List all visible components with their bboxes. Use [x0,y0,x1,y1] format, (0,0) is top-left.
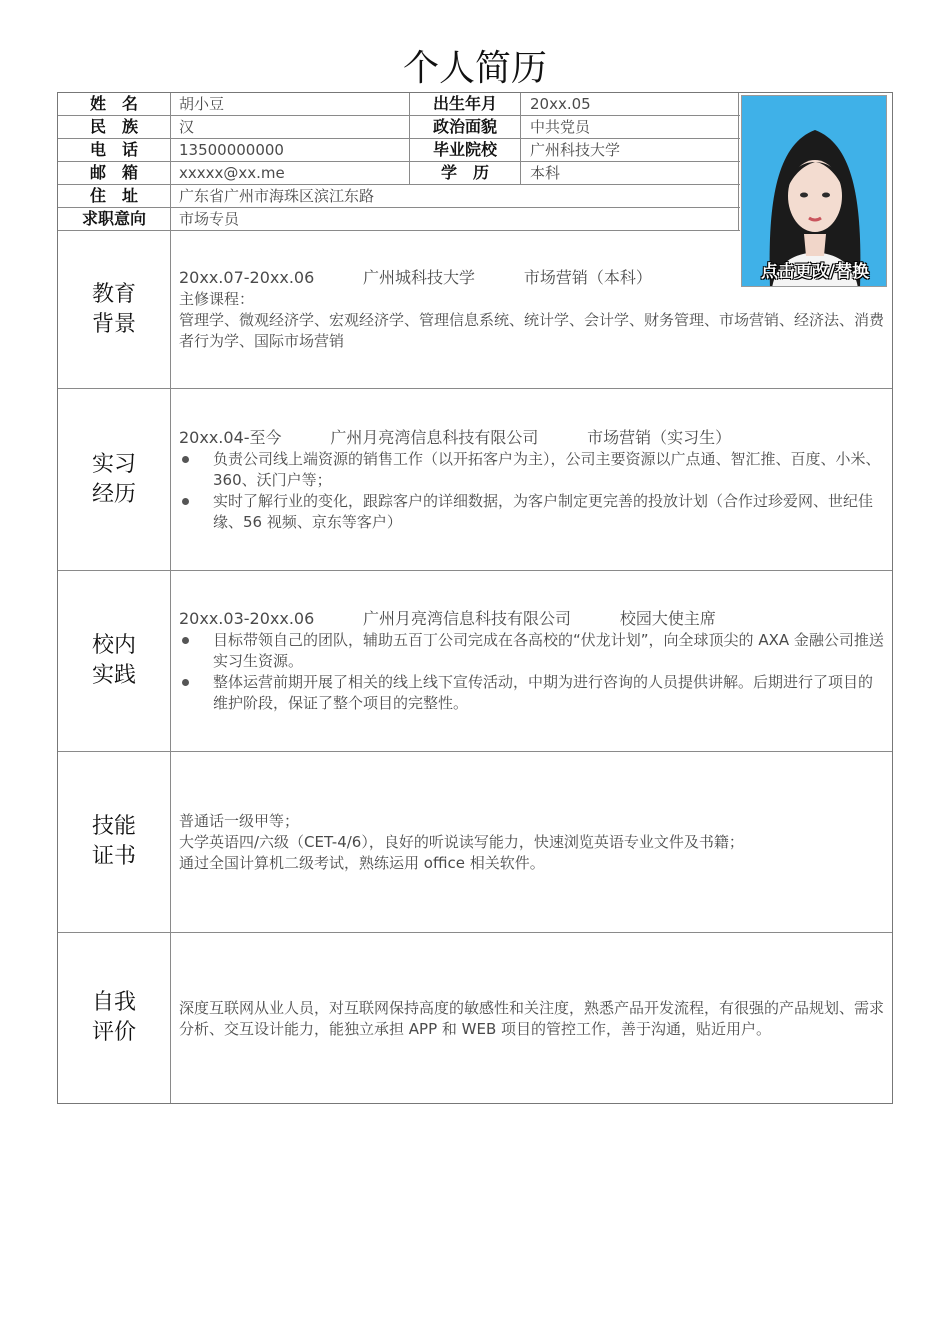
education-label-line1: 教育 [91,282,136,307]
ethnicity-label: 民 族 [89,117,138,136]
self-eval-content [179,998,885,1040]
campus-header [179,608,885,630]
internship-period: 20xx.04-至今 [179,428,282,447]
name-value: 胡小豆 [179,95,225,113]
campus-role: 校园大使主席 [619,609,716,628]
political-label: 政治面貌 [432,117,497,136]
column-divider [520,93,521,185]
self-eval-label-line1: 自我 [91,990,136,1015]
column-divider [170,93,171,1103]
internship-label-line2: 经历 [91,482,136,507]
column-divider [738,93,739,230]
degree-label: 学 历 [440,163,489,182]
intent-label: 求职意向 [81,209,146,228]
email-value: xxxxx@xx.me [179,164,285,182]
photo-caption[interactable]: 点击更改/替换 [760,262,870,282]
skills-label [58,812,170,872]
internship-role: 市场营销（实习生） [587,428,732,447]
section-divider [58,388,892,389]
campus-period: 20xx.03-20xx.06 [179,609,315,628]
campus-label-line1: 校内 [91,633,136,658]
phone-label: 电 话 [89,140,138,159]
education-content [179,267,885,352]
education-period: 20xx.07-20xx.06 [179,268,315,287]
skill-line: 大学英语四/六级（CET-4/6），良好的听说读写能力，快速浏览英语专业文件及书籍； [179,833,744,851]
degree-value: 本科 [530,164,561,182]
skills-label-line1: 技能 [91,814,136,839]
internship-header [179,427,885,449]
email-label: 邮 箱 [89,163,138,182]
row-divider [58,230,740,231]
internship-label-line1: 实习 [91,452,136,477]
education-header [179,267,885,289]
campus-label [58,631,170,691]
self-eval-text: 深度互联网从业人员，对互联网保持高度的敏感性和关注度，熟悉产品开发流程，有很强的产品规划、需求分析、交互设计能力，能独立承担 APP 和 WEB 项目的管控工作，善于沟通，贴近用户。 [179,999,885,1038]
address-label: 住 址 [89,186,138,205]
internship-content [179,427,885,533]
section-divider [58,751,892,752]
self-eval-label-line2: 评价 [91,1020,136,1045]
birth-value: 20xx.05 [530,95,591,113]
section-divider [58,932,892,933]
campus-label-line2: 实践 [91,663,136,688]
intent-value: 市场专员 [179,210,240,228]
political-value: 中共党员 [530,118,591,136]
campus-content [179,608,885,714]
internship-bullet: 实时了解行业的变化，跟踪客户的详细数据，为客户制定更完善的投放计划（合作过珍爱网、世纪佳缘、56 视频、京东等客户） [179,491,885,533]
school-value: 广州科技大学 [530,141,621,159]
birth-label: 出生年月 [432,94,497,113]
profile-photo[interactable] [741,95,887,287]
campus-bullet: 整体运营前期开展了相关的线上线下宣传活动，中期为进行咨询的人员提供讲解。后期进行了项目的维护阶段，保证了整个项目的完整性。 [179,672,885,714]
courses-list: 管理学、微观经济学、宏观经济学、管理信息系统、统计学、会计学、财务管理、市场营销、经济法、消费者行为学、国际市场营销 [179,311,885,350]
courses-title: 主修课程： [179,290,255,308]
education-label [58,280,170,340]
internship-label [58,450,170,510]
education-label-line2: 背景 [91,312,136,337]
skills-content [179,811,885,874]
education-school: 广州城科技大学 [363,268,476,287]
internship-company: 广州月亮湾信息科技有限公司 [330,428,539,447]
skill-line: 普通话一级甲等； [179,812,300,830]
skill-line: 通过全国计算机二级考试，熟练运用 office 相关软件。 [179,854,545,872]
school-label: 毕业院校 [432,140,497,159]
address-value: 广东省广州市海珠区滨江东路 [179,187,375,205]
name-label: 姓 名 [89,94,138,113]
campus-company: 广州月亮湾信息科技有限公司 [363,609,572,628]
page-title: 个人简历 [402,48,547,89]
self-eval-label [58,988,170,1048]
campus-bullet: 目标带领自己的团队，辅助五百丁公司完成在各高校的“伏龙计划”，向全球顶尖的 AXA 金融公司推送实习生资源。 [179,630,885,672]
education-major: 市场营销（本科） [523,268,652,287]
internship-bullet: 负责公司线上端资源的销售工作（以开拓客户为主），公司主要资源以广点通、智汇推、百度、小米、360、沃门户等； [179,449,885,491]
section-divider [58,570,892,571]
phone-value: 13500000000 [179,141,284,159]
ethnicity-value: 汉 [179,118,195,136]
skills-label-line2: 证书 [91,844,136,869]
